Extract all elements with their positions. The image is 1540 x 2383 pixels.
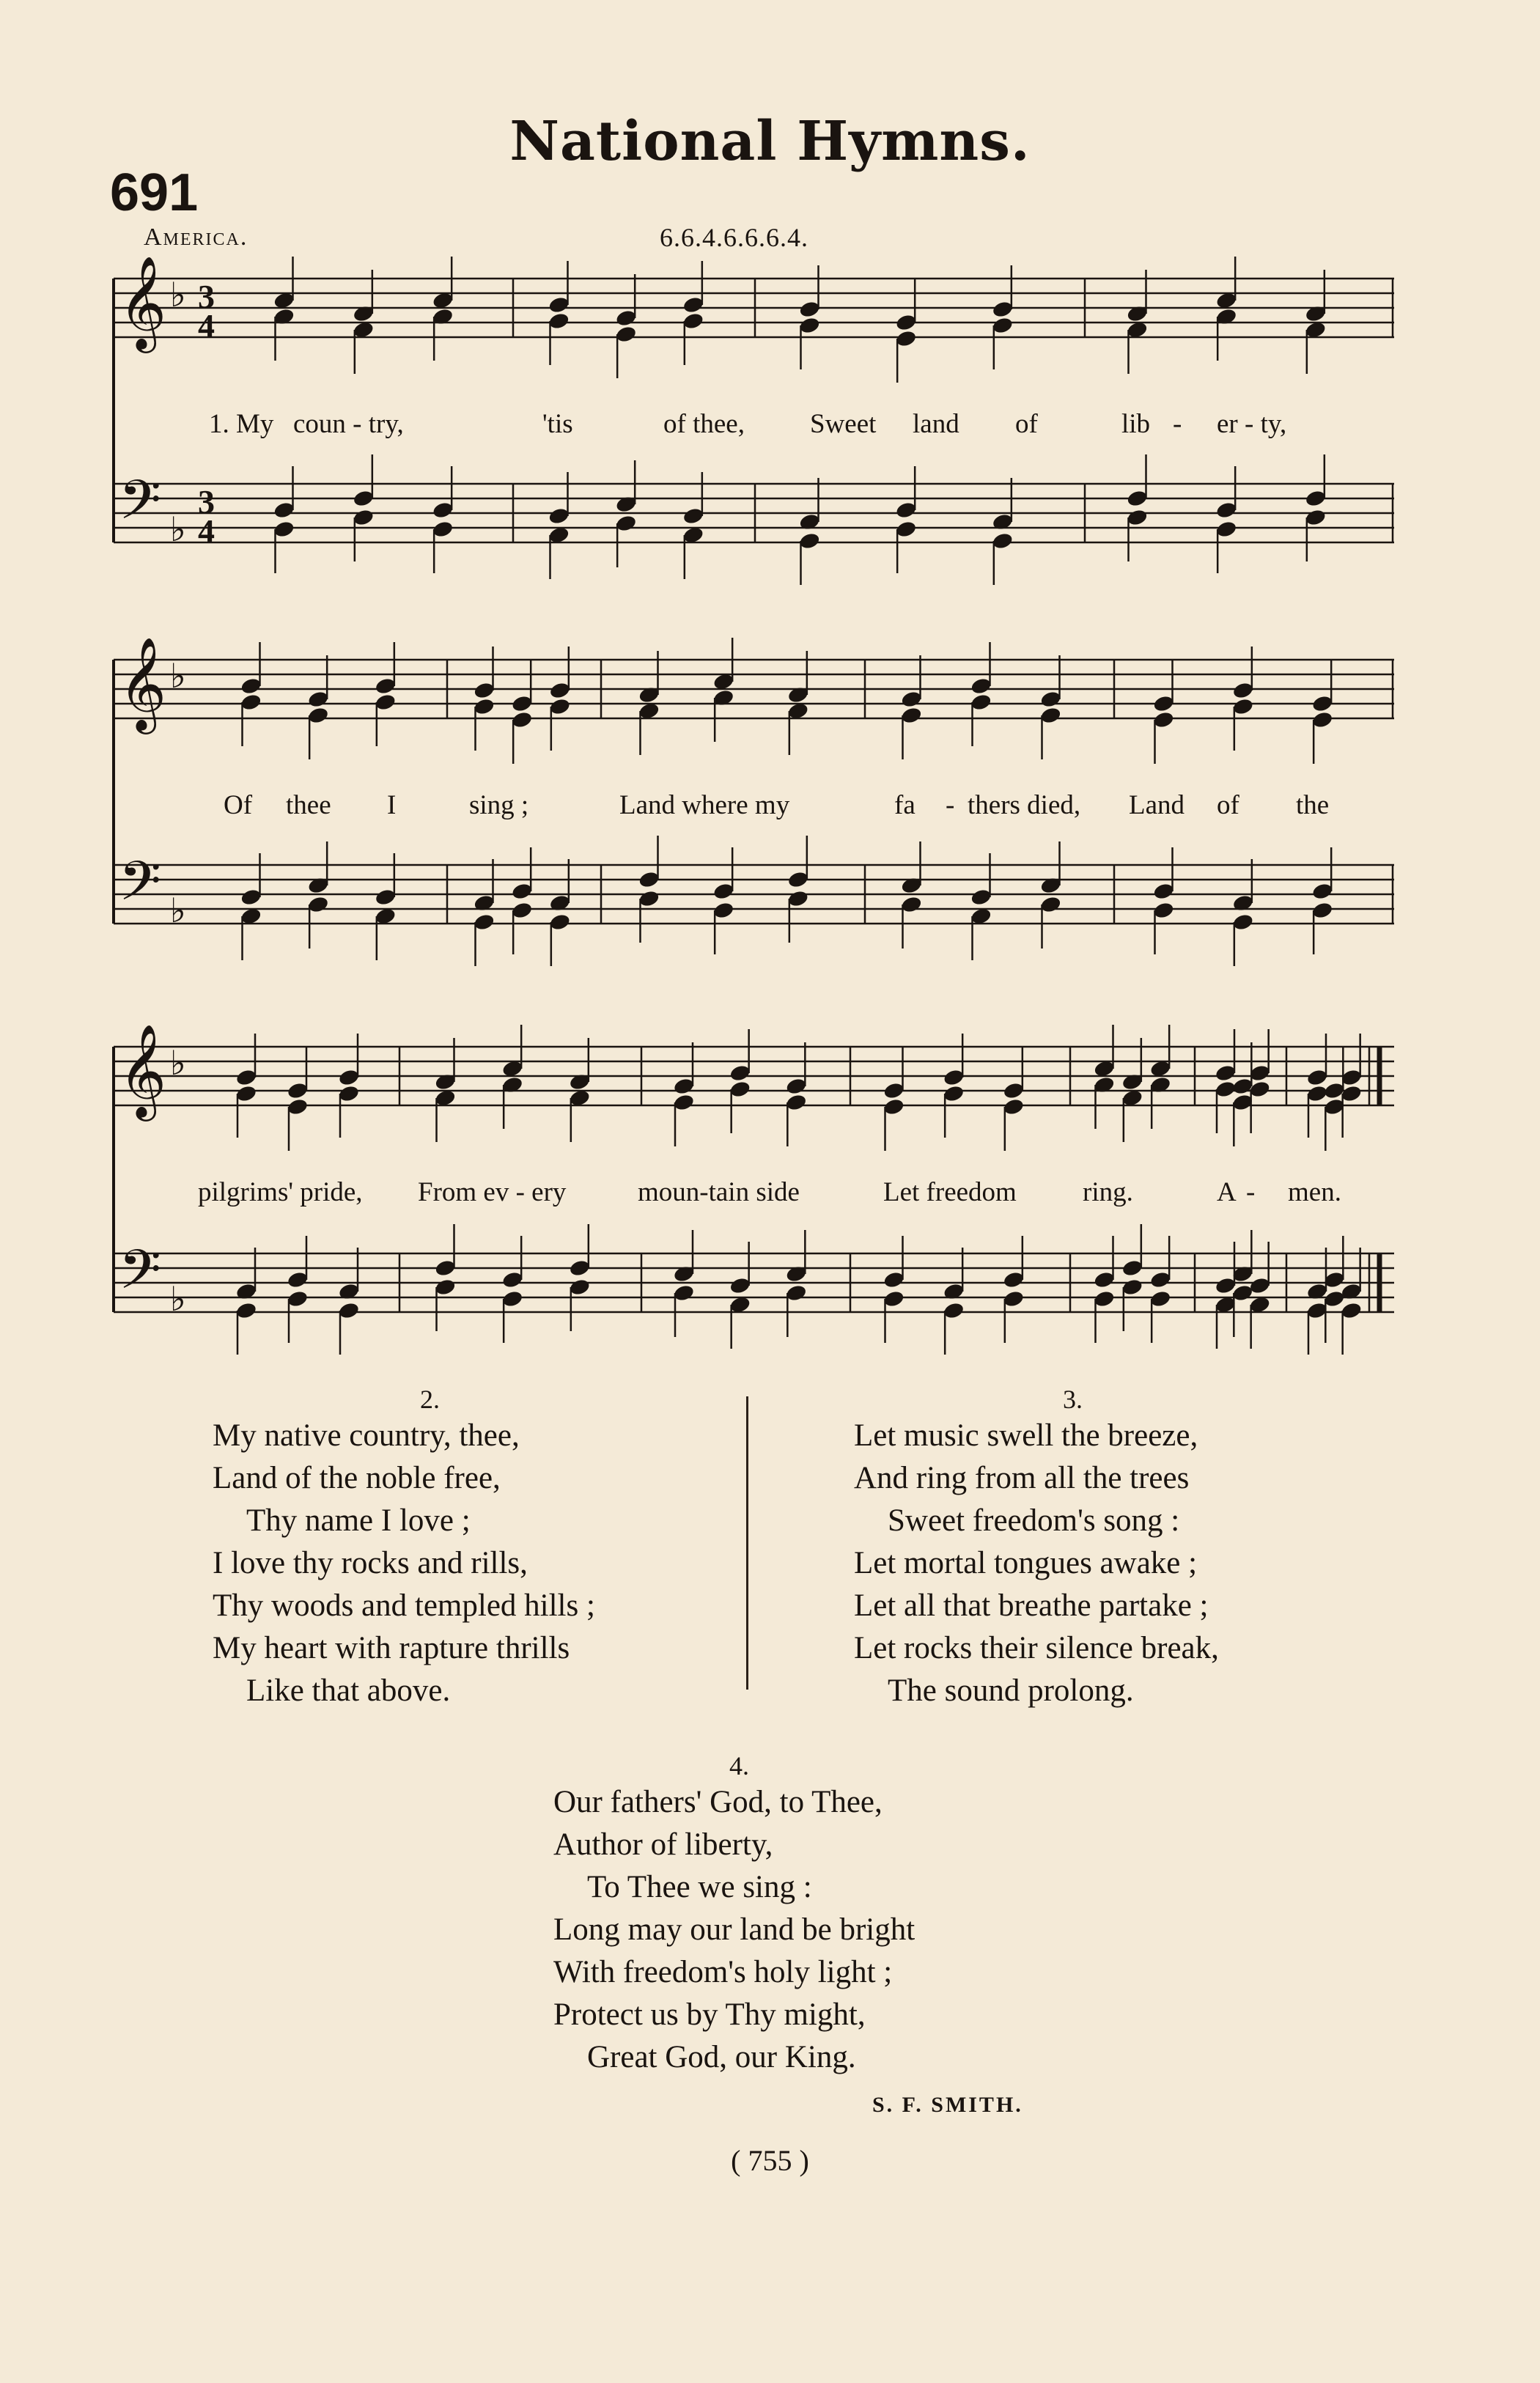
treble-note [240, 693, 262, 712]
verse-line: Let mortal tongues awake ; [854, 1546, 1198, 1580]
bass-note [434, 1259, 457, 1278]
bass-note [338, 1301, 361, 1320]
time-signature: 4 [198, 512, 215, 550]
treble-note [235, 1084, 258, 1103]
treble-note [473, 697, 495, 716]
meter: 6.6.4.6.6.6.4. [660, 223, 808, 252]
treble-note [338, 1084, 361, 1103]
bass-note [1232, 913, 1255, 932]
treble-note [729, 1064, 751, 1083]
bass-note [1039, 895, 1062, 914]
bass-note [240, 888, 262, 907]
verse-number: 4. [729, 1751, 749, 1780]
verse-line: My heart with rapture thrills [213, 1631, 570, 1665]
verse-line: Thy name I love ; [246, 1503, 471, 1538]
treble-note [240, 677, 262, 696]
tune-name: America. [144, 224, 248, 251]
verse-2 [213, 1384, 595, 1712]
bass-note [1093, 1289, 1116, 1308]
bass-note [501, 1289, 524, 1308]
lyric-syllable: From ev - ery [418, 1177, 567, 1207]
hymn-number: 691 [110, 163, 199, 222]
bass-note [992, 531, 1014, 550]
bass-note [569, 1259, 592, 1278]
bass-note [1248, 1276, 1271, 1295]
flat-key-signature: ♭ [170, 1279, 186, 1319]
bass-note [787, 889, 810, 908]
treble-note [375, 693, 397, 712]
treble-note [992, 316, 1014, 335]
bass-note [548, 507, 570, 526]
treble-note [615, 309, 638, 328]
bass-clef: 𝄢 [119, 468, 161, 545]
treble-note [1306, 1068, 1329, 1087]
bass-note [375, 888, 397, 907]
bass-note [712, 901, 735, 920]
bass-clef: 𝄢 [119, 850, 161, 927]
treble-note [548, 312, 570, 331]
verse-line: My native country, thee, [213, 1418, 520, 1453]
treble-note [549, 681, 572, 700]
lyric-syllable: A [1217, 1177, 1237, 1207]
treble-note [1311, 710, 1334, 729]
treble-note [1039, 706, 1062, 725]
treble-note [682, 295, 705, 314]
treble-note [943, 1084, 965, 1103]
bass-note [895, 501, 918, 520]
bass-note [900, 895, 923, 914]
bass-clef: 𝄢 [119, 1238, 161, 1315]
treble-note [943, 1068, 965, 1087]
lyric-syllable: of [1015, 409, 1038, 439]
treble-note [287, 1081, 309, 1100]
flat-key-signature: ♭ [170, 891, 186, 930]
lyric-syllable: sing ; [469, 790, 529, 820]
bass-note [787, 870, 810, 889]
verse-number: 3. [1063, 1385, 1083, 1414]
bass-note [549, 913, 572, 932]
treble-clef: 𝄞 [119, 636, 167, 730]
bass-note [511, 882, 534, 901]
treble-note [1306, 1084, 1329, 1103]
lyric-syllable: of [1217, 790, 1239, 820]
bass-note [501, 1270, 524, 1289]
treble-clef: 𝄞 [119, 255, 167, 349]
treble-note [883, 1097, 905, 1116]
verse-line: Long may our land be bright [553, 1912, 915, 1947]
treble-note [883, 1081, 905, 1100]
bass-note [729, 1276, 751, 1295]
bass-note [473, 913, 495, 932]
lyric-syllable: thee [286, 790, 331, 820]
lyric-syllable: er - ty, [1217, 409, 1287, 439]
bass-note [1215, 501, 1238, 520]
bass-note [1323, 1289, 1346, 1308]
bass-note [287, 1289, 309, 1308]
verse-line: Protect us by Thy might, [553, 1997, 866, 2032]
verse-line: Sweet freedom's song : [888, 1503, 1180, 1538]
treble-clef: 𝄞 [119, 1023, 167, 1117]
lyric-syllable: - [1173, 409, 1182, 439]
treble-note [548, 295, 570, 314]
bass-note [1305, 489, 1327, 508]
verse-line: Our fathers' God, to Thee, [553, 1785, 883, 1819]
treble-note [900, 690, 923, 709]
bass-note [235, 1301, 258, 1320]
bass-note [943, 1301, 965, 1320]
bass-note [432, 501, 454, 520]
time-signature: 3 [198, 483, 215, 520]
treble-note [970, 677, 992, 696]
page-number: ( 755 ) [731, 2144, 809, 2177]
treble-note [682, 312, 705, 331]
lyric-syllable: pilgrims' pride, [198, 1177, 363, 1207]
lyric-syllable: Land where my [619, 790, 790, 820]
bass-note [615, 514, 638, 533]
bass-note [883, 1289, 905, 1308]
verse-line: I love thy rocks and rills, [213, 1546, 528, 1580]
treble-note [473, 681, 495, 700]
lyric-syllable: - [1246, 1177, 1256, 1207]
treble-note [235, 1068, 258, 1087]
section-title: National Hymns. [509, 110, 1031, 173]
lyric-syllable: 'tis [542, 409, 573, 439]
verse-4 [553, 1750, 915, 2079]
time-signature: 4 [198, 307, 215, 345]
bass-note [712, 882, 735, 901]
verse-line: With freedom's holy light ; [553, 1955, 893, 1989]
lyric-syllable: men. [1288, 1177, 1341, 1207]
verse-line: And ring from all the trees [854, 1461, 1190, 1495]
lyric-syllable: land [913, 409, 959, 439]
lyric-syllable: fa [894, 790, 915, 820]
treble-note [895, 329, 918, 348]
treble-note [338, 1068, 361, 1087]
flat-key-signature: ♭ [170, 1043, 186, 1083]
bass-note [1121, 1259, 1144, 1278]
lyric-syllable: thers died, [968, 790, 1081, 820]
verse-line: The sound prolong. [888, 1673, 1134, 1708]
bass-note [569, 1278, 592, 1297]
bass-note [307, 895, 330, 914]
treble-note [729, 1080, 751, 1099]
treble-note [511, 710, 534, 729]
verse-line: Let all that breathe partake ; [854, 1588, 1209, 1623]
bass-note [1126, 508, 1149, 527]
treble-note [900, 706, 923, 725]
bass-note [1215, 520, 1238, 539]
bass-note [1152, 882, 1175, 901]
treble-note [1039, 690, 1062, 709]
bass-note [273, 520, 295, 539]
verse-3 [854, 1384, 1219, 1712]
treble-note [1152, 694, 1175, 713]
verse-line: Thy woods and templed hills ; [213, 1588, 595, 1623]
bass-note [673, 1283, 696, 1303]
treble-note [287, 1097, 309, 1116]
lyric-syllable: Of [224, 790, 253, 820]
lyric-syllable: the [1296, 790, 1330, 820]
treble-note [798, 316, 821, 335]
treble-note [1232, 681, 1255, 700]
lyric-syllable: of thee, [663, 409, 745, 439]
bass-note [785, 1283, 808, 1303]
treble-note [549, 697, 572, 716]
bass-note [883, 1270, 905, 1289]
lyric-syllable: ring. [1083, 1177, 1133, 1207]
treble-note [1003, 1081, 1025, 1100]
bass-note [1340, 1301, 1363, 1320]
column-divider [746, 1396, 748, 1690]
bass-note [895, 520, 918, 539]
treble-note [615, 325, 638, 344]
flat-key-signature: ♭ [170, 509, 186, 549]
treble-note [307, 706, 330, 725]
bass-note [682, 507, 705, 526]
bass-note [1311, 882, 1334, 901]
treble-note [375, 677, 397, 696]
verse-line: Let music swell the breeze, [854, 1418, 1198, 1453]
bass-note [1311, 901, 1334, 920]
bass-note [273, 501, 295, 520]
lyric-syllable: - [946, 790, 955, 820]
bass-note [511, 901, 534, 920]
treble-note [673, 1077, 696, 1096]
bass-note [1093, 1270, 1116, 1289]
lyric-syllable: Let freedom [883, 1177, 1017, 1207]
verse-line: Author of liberty, [553, 1827, 773, 1862]
treble-note [970, 693, 992, 712]
treble-note [511, 694, 534, 713]
flat-key-signature: ♭ [170, 275, 186, 314]
author: S. F. SMITH. [872, 2093, 1023, 2117]
treble-note [1003, 1097, 1025, 1116]
treble-note [307, 690, 330, 709]
verse-line: Like that above. [246, 1673, 451, 1708]
treble-note [785, 1093, 808, 1112]
verse-line: Great God, our King. [587, 2040, 856, 2074]
treble-note [992, 300, 1014, 319]
time-signature: 3 [198, 278, 215, 315]
bass-note [353, 489, 375, 508]
lyric-syllable: coun - try, [293, 409, 404, 439]
verse-line: Land of the noble free, [213, 1461, 501, 1495]
bass-note [638, 889, 660, 908]
bass-note [1149, 1270, 1172, 1289]
bass-note [970, 888, 992, 907]
lyric-syllable: moun-tain side [638, 1177, 800, 1207]
treble-note [895, 313, 918, 332]
bass-note [434, 1278, 457, 1297]
bass-note [432, 520, 454, 539]
lyric-syllable: lib [1121, 409, 1151, 439]
verse-line: Let rocks their silence break, [854, 1631, 1219, 1665]
bass-note [1121, 1278, 1144, 1297]
bass-note [1231, 1283, 1254, 1303]
verse-number: 2. [420, 1385, 440, 1414]
bass-note [1149, 1289, 1172, 1308]
verse-line: To Thee we sing : [587, 1870, 812, 1904]
treble-note [798, 300, 821, 319]
treble-note [1232, 697, 1255, 716]
bass-note [1126, 489, 1149, 508]
lyric-syllable: 1. My [209, 409, 274, 439]
lyric-syllable: I [387, 790, 397, 820]
bass-note [1003, 1270, 1025, 1289]
treble-note [673, 1093, 696, 1112]
treble-note [1152, 710, 1175, 729]
treble-note [1215, 1064, 1237, 1083]
bass-note [287, 1270, 309, 1289]
bass-note [1003, 1289, 1025, 1308]
flat-key-signature: ♭ [170, 656, 186, 696]
bass-note [638, 870, 660, 889]
bass-note [798, 531, 821, 550]
lyric-syllable: Land [1129, 790, 1185, 820]
bass-note [353, 508, 375, 527]
lyric-syllable: Sweet [810, 409, 877, 439]
bass-note [1152, 901, 1175, 920]
bass-note [1215, 1276, 1237, 1295]
bass-note [1305, 508, 1327, 527]
treble-note [785, 1077, 808, 1096]
treble-note [1311, 694, 1334, 713]
treble-note [1215, 1080, 1237, 1099]
